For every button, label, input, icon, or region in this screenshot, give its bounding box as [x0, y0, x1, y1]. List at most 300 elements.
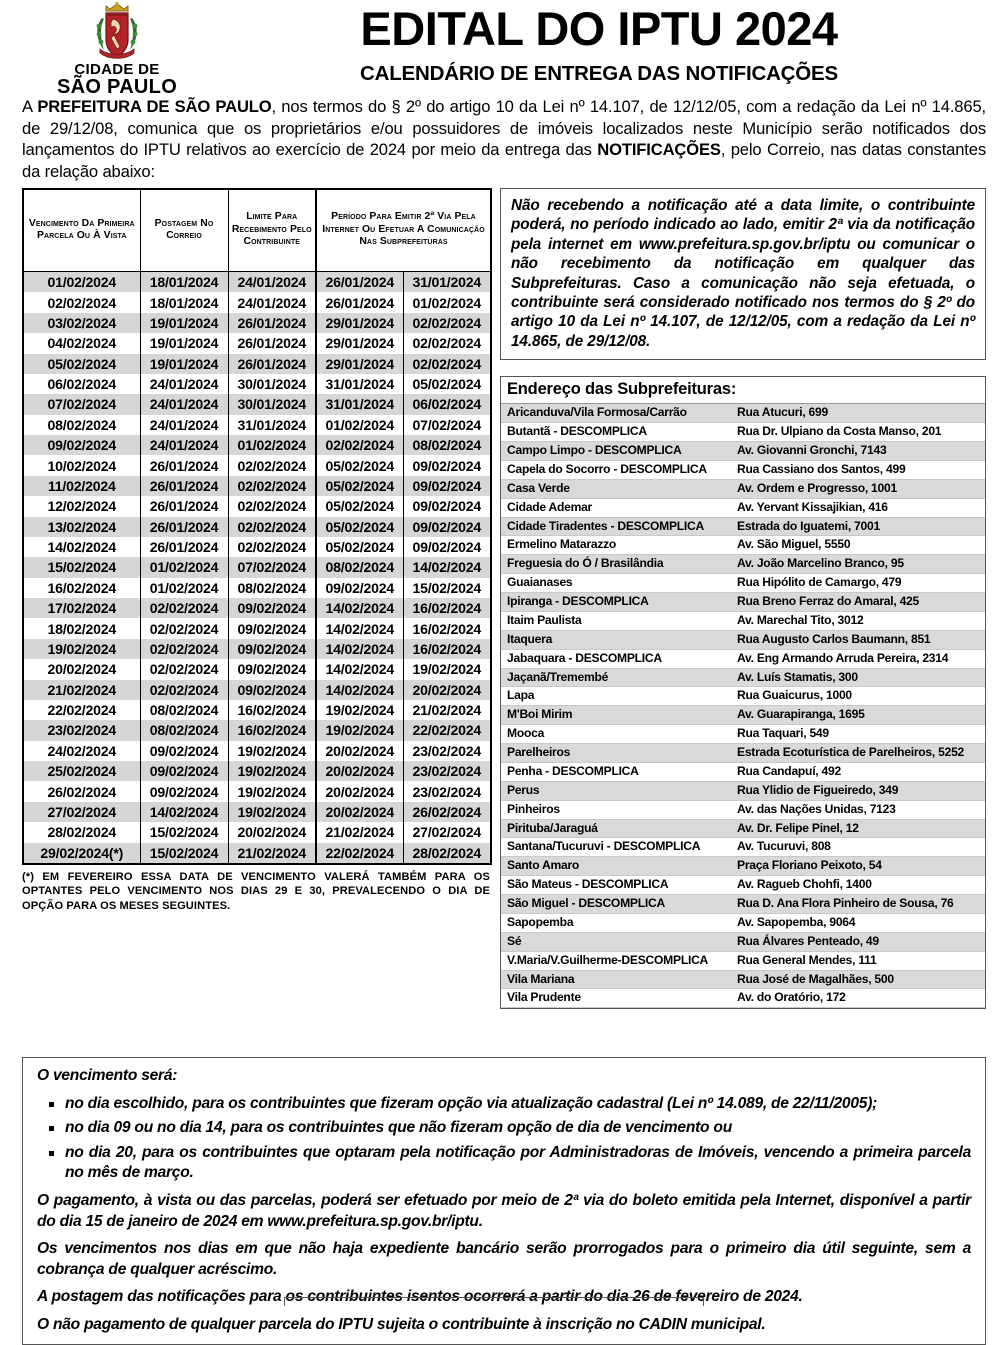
subprefeitura-name: Jaçanã/Tremembé: [501, 668, 735, 687]
calendar-cell: 14/02/2024: [140, 802, 228, 822]
calendar-footnote: (*) EM FEVEREIRO ESSA DATA DE VENCIMENTO VALERÁ TAMBÉM PARA OS OPTANTES PELO VENCIMENTO NOS DIAS 29 E 30, PREVALECENDO O DIA DE OPÇÃO PARA OS MESES SEGUINTES.: [22, 870, 490, 913]
calendar-cell: 27/02/2024: [403, 822, 491, 842]
list-item: [501, 649, 985, 668]
calendar-cell: 11/02/2024: [23, 476, 140, 496]
list-item: [501, 744, 985, 763]
list-item: [501, 536, 985, 555]
calendar-cell: 14/02/2024: [316, 598, 403, 618]
calendar-cell: 07/02/2024: [23, 394, 140, 414]
calendar-cell: 05/02/2024: [23, 354, 140, 374]
calendar-cell: 31/01/2024: [228, 415, 316, 435]
subprefeitura-name: Sé: [501, 932, 735, 951]
vencimento-paragraph: Os vencimentos nos dias em que não haja expediente bancário serão prorrogados para o primeiro dia útil seguinte, sem a cobrança de qualquer acréscimo.: [37, 1240, 971, 1278]
subprefeitura-address: Av. Marechal Tito, 3012: [735, 611, 985, 630]
subprefeitura-address: Rua D. Ana Flora Pinheiro de Sousa, 76: [735, 895, 985, 914]
subprefeituras-box: [500, 376, 986, 1009]
calendar-cell: 09/02/2024: [140, 741, 228, 761]
list-item: [501, 423, 985, 442]
table-row: [23, 496, 491, 516]
calendar-cell: 16/02/2024: [403, 598, 491, 618]
calendar-cell: 19/02/2024: [316, 720, 403, 740]
subprefeitura-name: Cidade Tiradentes - DESCOMPLICA: [501, 517, 735, 536]
calendar-cell: 08/02/2024: [316, 557, 403, 577]
calendar-cell: 16/02/2024: [228, 700, 316, 720]
calendar-cell: 02/02/2024: [140, 680, 228, 700]
calendar-cell: 02/02/2024: [316, 435, 403, 455]
table-row: [23, 598, 491, 618]
calendar-cell: 24/01/2024: [228, 292, 316, 312]
calendar-table-header-row: [23, 189, 491, 272]
calendar-cell: 20/02/2024: [316, 761, 403, 781]
list-item: [501, 800, 985, 819]
table-row: [23, 374, 491, 394]
list-item: [501, 932, 985, 951]
subprefeitura-address: Av. Tucuruvi, 808: [735, 838, 985, 857]
subprefeitura-address: Av. Guarapiranga, 1695: [735, 706, 985, 725]
list-item: [501, 857, 985, 876]
calendar-cell: 09/02/2024: [403, 455, 491, 475]
list-item: [501, 498, 985, 517]
subprefeitura-address: Rua Taquari, 549: [735, 725, 985, 744]
subprefeitura-address: Av. Sapopemba, 9064: [735, 913, 985, 932]
subprefeitura-address: Rua Guaicurus, 1000: [735, 687, 985, 706]
subprefeitura-name: São Miguel - DESCOMPLICA: [501, 895, 735, 914]
calendar-cell: 12/02/2024: [23, 496, 140, 516]
calendar-cell: 09/02/2024: [316, 578, 403, 598]
list-item: [501, 706, 985, 725]
list-item: [501, 404, 985, 422]
list-item: [501, 989, 985, 1008]
subprefeitura-name: Pirituba/Jaraguá: [501, 819, 735, 838]
table-row: [23, 781, 491, 801]
col-header-vencimento: Vencimento Da Primeira Parcela Ou À Vista: [23, 189, 140, 272]
subprefeitura-name: Perus: [501, 781, 735, 800]
subprefeitura-name: V.Maria/V.Guilherme-DESCOMPLICA: [501, 951, 735, 970]
calendar-cell: 01/02/2024: [403, 292, 491, 312]
subprefeitura-name: Sapopemba: [501, 913, 735, 932]
calendar-cell: 02/02/2024: [140, 598, 228, 618]
calendar-cell: 02/02/2024: [403, 313, 491, 333]
calendar-cell: 19/01/2024: [140, 333, 228, 353]
subprefeitura-address: Estrada Ecoturística de Parelheiros, 5252: [735, 744, 985, 763]
calendar-cell: 30/01/2024: [228, 394, 316, 414]
list-item: [501, 630, 985, 649]
subprefeitura-name: Vila Mariana: [501, 970, 735, 989]
calendar-cell: 26/01/2024: [228, 313, 316, 333]
list-item: [501, 555, 985, 574]
subprefeitura-name: Freguesia do Ó / Brasilândia: [501, 555, 735, 574]
calendar-cell: 02/02/2024: [403, 333, 491, 353]
table-row: [23, 415, 491, 435]
calendar-cell: 09/02/2024: [140, 761, 228, 781]
calendar-cell: 02/02/2024: [228, 537, 316, 557]
calendar-cell: 20/02/2024: [316, 781, 403, 801]
calendar-cell: 28/02/2024: [403, 843, 491, 864]
calendar-cell: 09/02/2024: [403, 537, 491, 557]
calendar-cell: 16/02/2024: [228, 720, 316, 740]
intro-paragraph: A PREFEITURA DE SÃO PAULO, nos termos do § 2º do artigo 10 da Lei nº 14.107, de 12/12/05, com a redação da Lei nº 14.865, de 29/12/08, comunica que os proprietários e/ou possuidores de imóveis localizados neste Município serão notificados dos lançamentos do IPTU relativos ao exercício de 2024 por meio da entrega das NOTIFICAÇÕES, pelo Correio, nas datas constantes da relação abaixo:: [22, 97, 986, 181]
calendar-cell: 29/01/2024: [316, 333, 403, 353]
calendar-cell: 20/02/2024: [403, 680, 491, 700]
calendar-cell: 16/02/2024: [403, 618, 491, 638]
calendar-cell: 08/02/2024: [23, 415, 140, 435]
calendar-cell: 19/02/2024: [228, 741, 316, 761]
calendar-cell: 19/02/2024: [23, 639, 140, 659]
calendar-cell: 24/01/2024: [140, 435, 228, 455]
calendar-cell: 19/02/2024: [403, 659, 491, 679]
brand-line-2: SÃO PAULO: [56, 76, 178, 98]
subprefeituras-table: [501, 404, 985, 1008]
vencimento-bullet: no dia escolhido, para os contribuintes que fizeram opção via atualização cadastral (Lei nº 14.089, de 22/11/2005);: [37, 1094, 971, 1115]
calendar-cell: 15/02/2024: [140, 822, 228, 842]
calendar-cell: 14/02/2024: [316, 680, 403, 700]
table-row: [23, 741, 491, 761]
calendar-cell: 15/02/2024: [140, 843, 228, 864]
city-brand: [42, 2, 192, 98]
calendar-cell: 18/02/2024: [23, 618, 140, 638]
subprefeitura-address: Rua Álvares Penteado, 49: [735, 932, 985, 951]
subprefeitura-name: Parelheiros: [501, 744, 735, 763]
table-row: [23, 639, 491, 659]
subprefeitura-name: Itaquera: [501, 630, 735, 649]
calendar-cell: 25/02/2024: [23, 761, 140, 781]
subprefeitura-address: Rua Candapuí, 492: [735, 762, 985, 781]
calendar-cell: 31/01/2024: [403, 272, 491, 293]
calendar-cell: 08/02/2024: [140, 700, 228, 720]
calendar-cell: 04/02/2024: [23, 333, 140, 353]
list-item: [501, 611, 985, 630]
calendar-cell: 23/02/2024: [403, 781, 491, 801]
calendar-cell: 22/02/2024: [23, 700, 140, 720]
calendar-cell: 10/02/2024: [23, 455, 140, 475]
subprefeitura-address: Rua Augusto Carlos Baumann, 851: [735, 630, 985, 649]
calendar-cell: 19/02/2024: [316, 700, 403, 720]
right-column: [500, 188, 986, 1009]
left-column: [22, 188, 490, 914]
table-row: [23, 333, 491, 353]
coat-of-arms-icon: [90, 2, 144, 64]
calendar-cell: 05/02/2024: [316, 537, 403, 557]
subprefeitura-name: Capela do Socorro - DESCOMPLICA: [501, 460, 735, 479]
subprefeitura-address: Av. do Oratório, 172: [735, 989, 985, 1008]
subprefeitura-address: Rua General Mendes, 111: [735, 951, 985, 970]
list-item: [501, 913, 985, 932]
table-row: [23, 700, 491, 720]
table-row: [23, 680, 491, 700]
list-item: [501, 762, 985, 781]
subprefeitura-name: Campo Limpo - DESCOMPLICA: [501, 442, 735, 461]
col-header-periodo-2via: Período Para Emitir 2ª Via Pela Internet Ou Efetuar A Comunicação Nas Subprefeituras: [316, 189, 491, 272]
calendar-cell: 31/01/2024: [316, 394, 403, 414]
list-item: [501, 574, 985, 593]
calendar-cell: 24/01/2024: [140, 415, 228, 435]
table-row: [23, 394, 491, 414]
calendar-cell: 26/01/2024: [140, 537, 228, 557]
brand-line-1: CIDADE DE: [74, 61, 160, 78]
vencimento-paragraphs: [37, 1191, 971, 1336]
col-header-limite: Limite Para Recebimento Pelo Contribuinte: [228, 189, 316, 272]
calendar-cell: 01/02/2024: [316, 415, 403, 435]
calendar-table-body: [23, 272, 491, 864]
table-row: [23, 517, 491, 537]
page-bottom-partial-box: [284, 1297, 704, 1306]
table-row: [23, 313, 491, 333]
calendar-cell: 19/01/2024: [140, 313, 228, 333]
calendar-cell: 13/02/2024: [23, 517, 140, 537]
calendar-cell: 26/01/2024: [228, 354, 316, 374]
calendar-cell: 29/02/2024(*): [23, 843, 140, 864]
calendar-cell: 16/02/2024: [403, 639, 491, 659]
subprefeitura-name: Jabaquara - DESCOMPLICA: [501, 649, 735, 668]
table-row: [23, 659, 491, 679]
calendar-cell: 26/01/2024: [140, 455, 228, 475]
calendar-cell: 14/02/2024: [23, 537, 140, 557]
calendar-cell: 01/02/2024: [140, 557, 228, 577]
subprefeitura-address: Rua Cassiano dos Santos, 499: [735, 460, 985, 479]
table-row: [23, 272, 491, 293]
table-row: [23, 578, 491, 598]
calendar-cell: 22/02/2024: [316, 843, 403, 864]
col-header-postagem: Postagem No Correio: [140, 189, 228, 272]
calendar-cell: 26/01/2024: [316, 292, 403, 312]
calendar-cell: 19/02/2024: [228, 802, 316, 822]
calendar-cell: 20/02/2024: [228, 822, 316, 842]
subprefeitura-name: Mooca: [501, 725, 735, 744]
calendar-cell: 02/02/2024: [228, 496, 316, 516]
calendar-cell: 05/02/2024: [316, 455, 403, 475]
calendar-cell: 20/02/2024: [316, 802, 403, 822]
calendar-cell: 26/02/2024: [23, 781, 140, 801]
calendar-cell: 28/02/2024: [23, 822, 140, 842]
calendar-cell: 06/02/2024: [23, 374, 140, 394]
subprefeitura-address: Rua José de Magalhães, 500: [735, 970, 985, 989]
table-row: [23, 435, 491, 455]
calendar-cell: 05/02/2024: [403, 374, 491, 394]
calendar-cell: 14/02/2024: [316, 659, 403, 679]
calendar-cell: 01/02/2024: [23, 272, 140, 293]
list-item: [501, 781, 985, 800]
calendar-cell: 14/02/2024: [403, 557, 491, 577]
calendar-cell: 24/02/2024: [23, 741, 140, 761]
table-row: [23, 292, 491, 312]
calendar-cell: 09/02/2024: [228, 639, 316, 659]
calendar-cell: 02/02/2024: [140, 639, 228, 659]
calendar-cell: 15/02/2024: [23, 557, 140, 577]
calendar-cell: 02/02/2024: [140, 618, 228, 638]
calendar-cell: 24/01/2024: [140, 374, 228, 394]
calendar-cell: 19/02/2024: [228, 761, 316, 781]
table-row: [23, 761, 491, 781]
table-row: [23, 822, 491, 842]
calendar-cell: 23/02/2024: [403, 741, 491, 761]
calendar-cell: 23/02/2024: [403, 761, 491, 781]
list-item: [501, 460, 985, 479]
calendar-table: [22, 188, 492, 865]
document-header: [0, 0, 1008, 98]
calendar-cell: 26/02/2024: [403, 802, 491, 822]
calendar-cell: 27/02/2024: [23, 802, 140, 822]
subprefeitura-address: Av. Giovanni Gronchi, 7143: [735, 442, 985, 461]
calendar-cell: 09/02/2024: [403, 496, 491, 516]
calendar-cell: 22/02/2024: [403, 720, 491, 740]
calendar-cell: 29/01/2024: [316, 313, 403, 333]
subprefeitura-address: Av. João Marcelino Branco, 95: [735, 555, 985, 574]
calendar-cell: 02/02/2024: [228, 476, 316, 496]
vencimento-bullets: [37, 1094, 971, 1184]
calendar-cell: 02/02/2024: [140, 659, 228, 679]
table-row: [23, 802, 491, 822]
calendar-cell: 05/02/2024: [316, 496, 403, 516]
calendar-cell: 26/01/2024: [140, 496, 228, 516]
calendar-cell: 02/02/2024: [228, 455, 316, 475]
subprefeitura-name: Pinheiros: [501, 800, 735, 819]
table-row: [23, 476, 491, 496]
subprefeitura-address: Praça Floriano Peixoto, 54: [735, 857, 985, 876]
table-row: [23, 537, 491, 557]
subprefeitura-name: Lapa: [501, 687, 735, 706]
calendar-cell: 26/01/2024: [140, 476, 228, 496]
list-item: [501, 442, 985, 461]
list-item: [501, 895, 985, 914]
calendar-cell: 09/02/2024: [228, 598, 316, 618]
list-item: [501, 725, 985, 744]
list-item: [501, 668, 985, 687]
vencimento-paragraph: A postagem das notificações para os contribuintes isentos ocorrerá a partir do dia 26 de fevereiro de 2024.: [37, 1288, 803, 1306]
calendar-cell: 17/02/2024: [23, 598, 140, 618]
calendar-cell: 02/02/2024: [23, 292, 140, 312]
calendar-cell: 19/01/2024: [140, 354, 228, 374]
table-row: [23, 557, 491, 577]
calendar-cell: 05/02/2024: [316, 517, 403, 537]
calendar-cell: 16/02/2024: [23, 578, 140, 598]
subprefeitura-name: São Mateus - DESCOMPLICA: [501, 876, 735, 895]
subprefeitura-name: Cidade Ademar: [501, 498, 735, 517]
list-item: [501, 517, 985, 536]
table-row: [23, 720, 491, 740]
calendar-cell: 20/02/2024: [316, 741, 403, 761]
table-row: [23, 618, 491, 638]
subprefeitura-name: Vila Prudente: [501, 989, 735, 1008]
subprefeitura-address: Av. Dr. Felipe Pinel, 12: [735, 819, 985, 838]
calendar-cell: 18/01/2024: [140, 272, 228, 293]
list-item: [501, 593, 985, 612]
vencimento-paragraph: O pagamento, à vista ou das parcelas, poderá ser efetuado por meio de 2ª via do boleto emitida pela Internet, disponível a partir do dia 15 de janeiro de 2024 em www.prefeitura.sp.gov.br/iptu.: [37, 1191, 971, 1230]
calendar-cell: 14/02/2024: [316, 639, 403, 659]
subprefeitura-name: Ipiranga - DESCOMPLICA: [501, 593, 735, 612]
calendar-cell: 08/02/2024: [403, 435, 491, 455]
list-item: [501, 970, 985, 989]
calendar-cell: 21/02/2024: [23, 680, 140, 700]
calendar-cell: 26/01/2024: [228, 333, 316, 353]
list-item: [501, 838, 985, 857]
calendar-cell: 01/02/2024: [140, 578, 228, 598]
subprefeitura-name: Ermelino Matarazzo: [501, 536, 735, 555]
subprefeitura-address: Av. Eng Armando Arruda Pereira, 2314: [735, 649, 985, 668]
calendar-cell: 26/01/2024: [316, 272, 403, 293]
subprefeitura-name: Butantã - DESCOMPLICA: [501, 423, 735, 442]
calendar-cell: 09/02/2024: [228, 618, 316, 638]
page-subtitle: CALENDÁRIO DE ENTREGA DAS NOTIFICAÇÕES: [360, 62, 838, 85]
subprefeitura-address: Av. São Miguel, 5550: [735, 536, 985, 555]
list-item: [501, 687, 985, 706]
list-item: [501, 479, 985, 498]
calendar-cell: 09/02/2024: [23, 435, 140, 455]
subprefeitura-address: Rua Breno Ferraz do Amaral, 425: [735, 593, 985, 612]
calendar-cell: 06/02/2024: [403, 394, 491, 414]
calendar-cell: 18/01/2024: [140, 292, 228, 312]
calendar-cell: 03/02/2024: [23, 313, 140, 333]
table-row: [23, 455, 491, 475]
calendar-cell: 08/02/2024: [228, 578, 316, 598]
subprefeitura-address: Av. Ragueb Chohfi, 1400: [735, 876, 985, 895]
subprefeituras-title: Endereço das Subprefeituras:: [501, 377, 985, 404]
subprefeitura-address: Av. Yervant Kissajikian, 416: [735, 498, 985, 517]
subprefeitura-address: Av. Luís Stamatis, 300: [735, 668, 985, 687]
list-item: [501, 876, 985, 895]
subprefeitura-name: Santana/Tucuruvi - DESCOMPLICA: [501, 838, 735, 857]
subprefeitura-address: Estrada do Iguatemi, 7001: [735, 517, 985, 536]
subprefeitura-address: Av. Ordem e Progresso, 1001: [735, 479, 985, 498]
calendar-cell: 19/02/2024: [228, 781, 316, 801]
subprefeitura-name: Itaim Paulista: [501, 611, 735, 630]
list-item: [501, 819, 985, 838]
calendar-cell: 08/02/2024: [140, 720, 228, 740]
subprefeitura-address: Av. das Nações Unidas, 7123: [735, 800, 985, 819]
calendar-cell: 09/02/2024: [140, 781, 228, 801]
calendar-cell: 07/02/2024: [228, 557, 316, 577]
calendar-cell: 09/02/2024: [228, 680, 316, 700]
calendar-cell: 30/01/2024: [228, 374, 316, 394]
calendar-cell: 24/01/2024: [228, 272, 316, 293]
calendar-cell: 07/02/2024: [403, 415, 491, 435]
calendar-cell: 24/01/2024: [140, 394, 228, 414]
vencimento-bullet: no dia 20, para os contribuintes que optaram pela notificação por Administradoras de Imóveis, vencendo a primeira parcela no mês de março.: [37, 1143, 971, 1184]
page-title: EDITAL DO IPTU 2024: [360, 2, 838, 55]
calendar-cell: 15/02/2024: [403, 578, 491, 598]
calendar-cell: 09/02/2024: [403, 476, 491, 496]
subprefeitura-name: M'Boi Mirim: [501, 706, 735, 725]
list-item: [501, 951, 985, 970]
vencimento-bullet: no dia 09 ou no dia 14, para os contribuintes que não fizeram opção de dia de vencimento ou: [37, 1118, 971, 1139]
subprefeitura-name: Casa Verde: [501, 479, 735, 498]
calendar-cell: 14/02/2024: [316, 618, 403, 638]
calendar-cell: 09/02/2024: [228, 659, 316, 679]
subprefeitura-name: Aricanduva/Vila Formosa/Carrão: [501, 404, 735, 422]
subprefeitura-name: Penha - DESCOMPLICA: [501, 762, 735, 781]
table-row: [23, 843, 491, 864]
vencimento-lead: O vencimento será:: [37, 1067, 178, 1084]
calendar-cell: 05/02/2024: [316, 476, 403, 496]
calendar-cell: 02/02/2024: [403, 354, 491, 374]
calendar-cell: 21/02/2024: [228, 843, 316, 864]
calendar-cell: 09/02/2024: [403, 517, 491, 537]
table-row: [23, 354, 491, 374]
vencimento-paragraph: O não pagamento de qualquer parcela do IPTU sujeita o contribuinte à inscrição no CADIN municipal.: [37, 1315, 766, 1333]
subprefeitura-address: Rua Hipólito de Camargo, 479: [735, 574, 985, 593]
subprefeitura-address: Rua Ylidio de Figueiredo, 349: [735, 781, 985, 800]
calendar-cell: 21/02/2024: [403, 700, 491, 720]
subprefeitura-address: Rua Dr. Ulpiano da Costa Manso, 201: [735, 423, 985, 442]
subprefeitura-name: Santo Amaro: [501, 857, 735, 876]
calendar-cell: 02/02/2024: [228, 517, 316, 537]
subprefeitura-name: Guaianases: [501, 574, 735, 593]
note-box: Não recebendo a notificação até a data limite, o contribuinte poderá, no período indicado ao lado, emitir 2ª via da notificação pela internet em www.prefeitura.sp.gov.br/iptu ou comunicar o não recebimento da notificação em qualquer das Subprefeituras. Caso a comunicação não seja efetuada, o contribuinte será considerado notificado nos termos do § 2º do artigo 10 da Lei nº 14.107, de 12/12/05, com a redação da Lei nº 14.865, de 29/12/08.: [500, 188, 986, 360]
calendar-cell: 01/02/2024: [228, 435, 316, 455]
calendar-cell: 31/01/2024: [316, 374, 403, 394]
calendar-cell: 23/02/2024: [23, 720, 140, 740]
calendar-cell: 20/02/2024: [23, 659, 140, 679]
calendar-cell: 29/01/2024: [316, 354, 403, 374]
